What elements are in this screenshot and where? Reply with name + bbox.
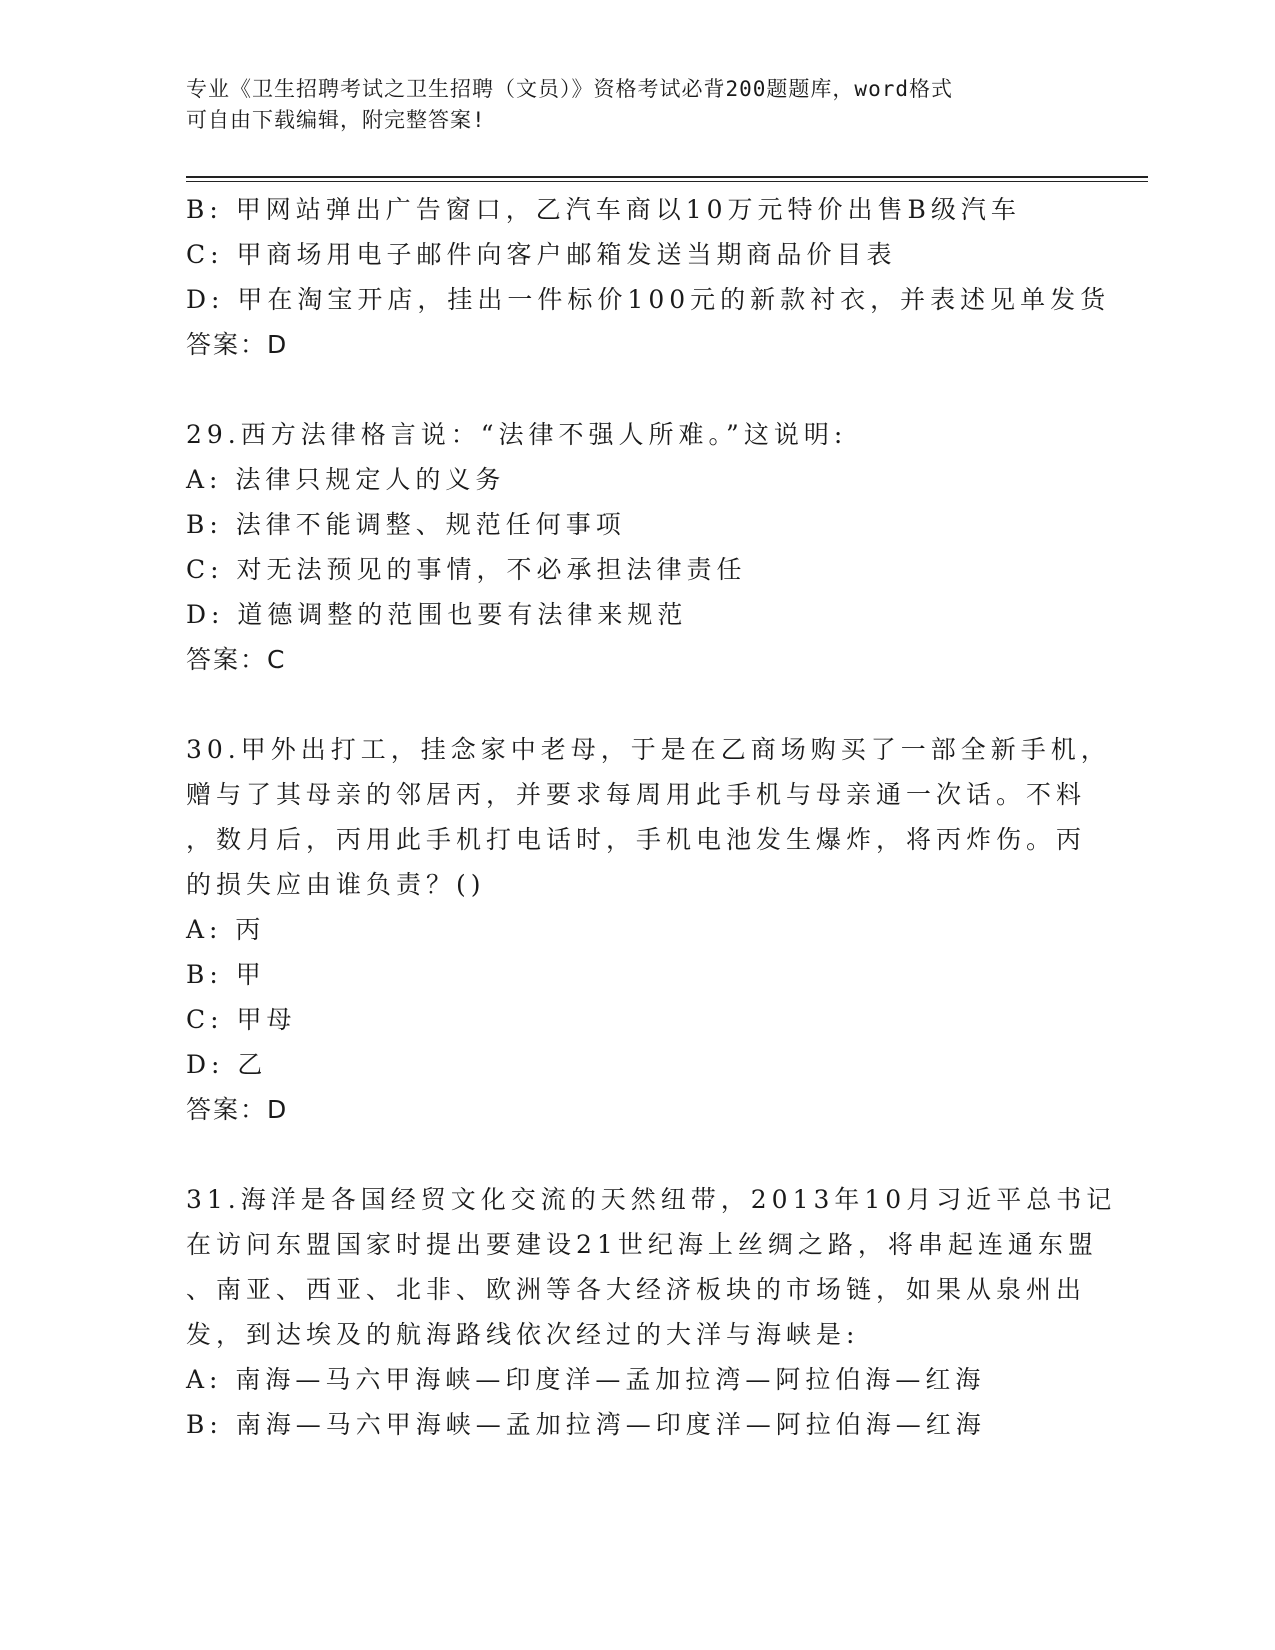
question-30 [186,727,1111,1132]
option-d: D: 乙 [186,1050,268,1079]
question-28 [186,187,1111,367]
option-d: D: 道德调整的范围也要有法律来规范 [186,600,688,629]
question-stem-line: 在访问东盟国家时提出要建设21世纪海上丝绸之路，将串起连通东盟 [186,1230,1098,1259]
question-stem-line: 赠与了其母亲的邻居丙，并要求每周用此手机与母亲通一次话。不料 [186,780,1087,809]
option-b: B: 法律不能调整、规范任何事项 [186,510,626,539]
answer: 答案：D [186,330,289,359]
option-b: B: 甲网站弹出广告窗口，乙汽车商以10万元特价出售B级汽车 [186,195,1021,224]
document-body [186,187,1117,1447]
question-29 [186,412,1086,682]
answer: 答案：C [186,645,287,674]
question-stem-line: 、南亚、西亚、北非、欧洲等各大经济板块的市场链，如果从泉州出 [186,1275,1087,1304]
option-c: C: 对无法预见的事情，不必承担法律责任 [186,555,747,584]
option-b: B: 南海—马六甲海峡—孟加拉湾—印度洋—阿拉伯海—红海 [186,1410,986,1439]
question-stem-line: 30.甲外出打工，挂念家中老母，于是在乙商场购买了一部全新手机， [186,735,1111,764]
document-header [186,74,1066,136]
spacer [186,682,1086,727]
header-divider-thin [186,181,1148,182]
question-stem: 29.西方法律格言说：“法律不强人所难。”这说明: [186,420,848,449]
question-stem-line: 31.海洋是各国经贸文化交流的天然纽带，2013年10月习近平总书记 [186,1185,1117,1214]
header-title-line-2: 可自由下载编辑，附完整答案! [186,108,486,132]
option-c: C: 甲母 [186,1005,297,1034]
option-a: A: 法律只规定人的义务 [186,465,506,494]
answer: 答案：D [186,1095,289,1124]
question-stem-line: 的损失应由谁负责？() [186,870,486,899]
option-d: D: 甲在淘宝开店，挂出一件标价100元的新款衬衣，并表述见单发货 [186,285,1111,314]
header-title-line-1: 专业《卫生招聘考试之卫生招聘（文员）》资格考试必背200题题库，word格式 [186,77,953,101]
question-stem-line: 发，到达埃及的航海路线依次经过的大洋与海峡是: [186,1320,860,1349]
question-31 [186,1177,1117,1447]
option-c: C: 甲商场用电子邮件向客户邮箱发送当期商品价目表 [186,240,897,269]
spacer [186,367,1086,412]
option-a: A: 丙 [186,915,266,944]
option-a: A: 南海—马六甲海峡—印度洋—孟加拉湾—阿拉伯海—红海 [186,1365,986,1394]
spacer [186,1132,1086,1177]
option-b: B: 甲 [186,960,266,989]
question-stem-line: ，数月后，丙用此手机打电话时，手机电池发生爆炸，将丙炸伤。丙 [186,825,1087,854]
header-divider-thick [186,176,1148,178]
